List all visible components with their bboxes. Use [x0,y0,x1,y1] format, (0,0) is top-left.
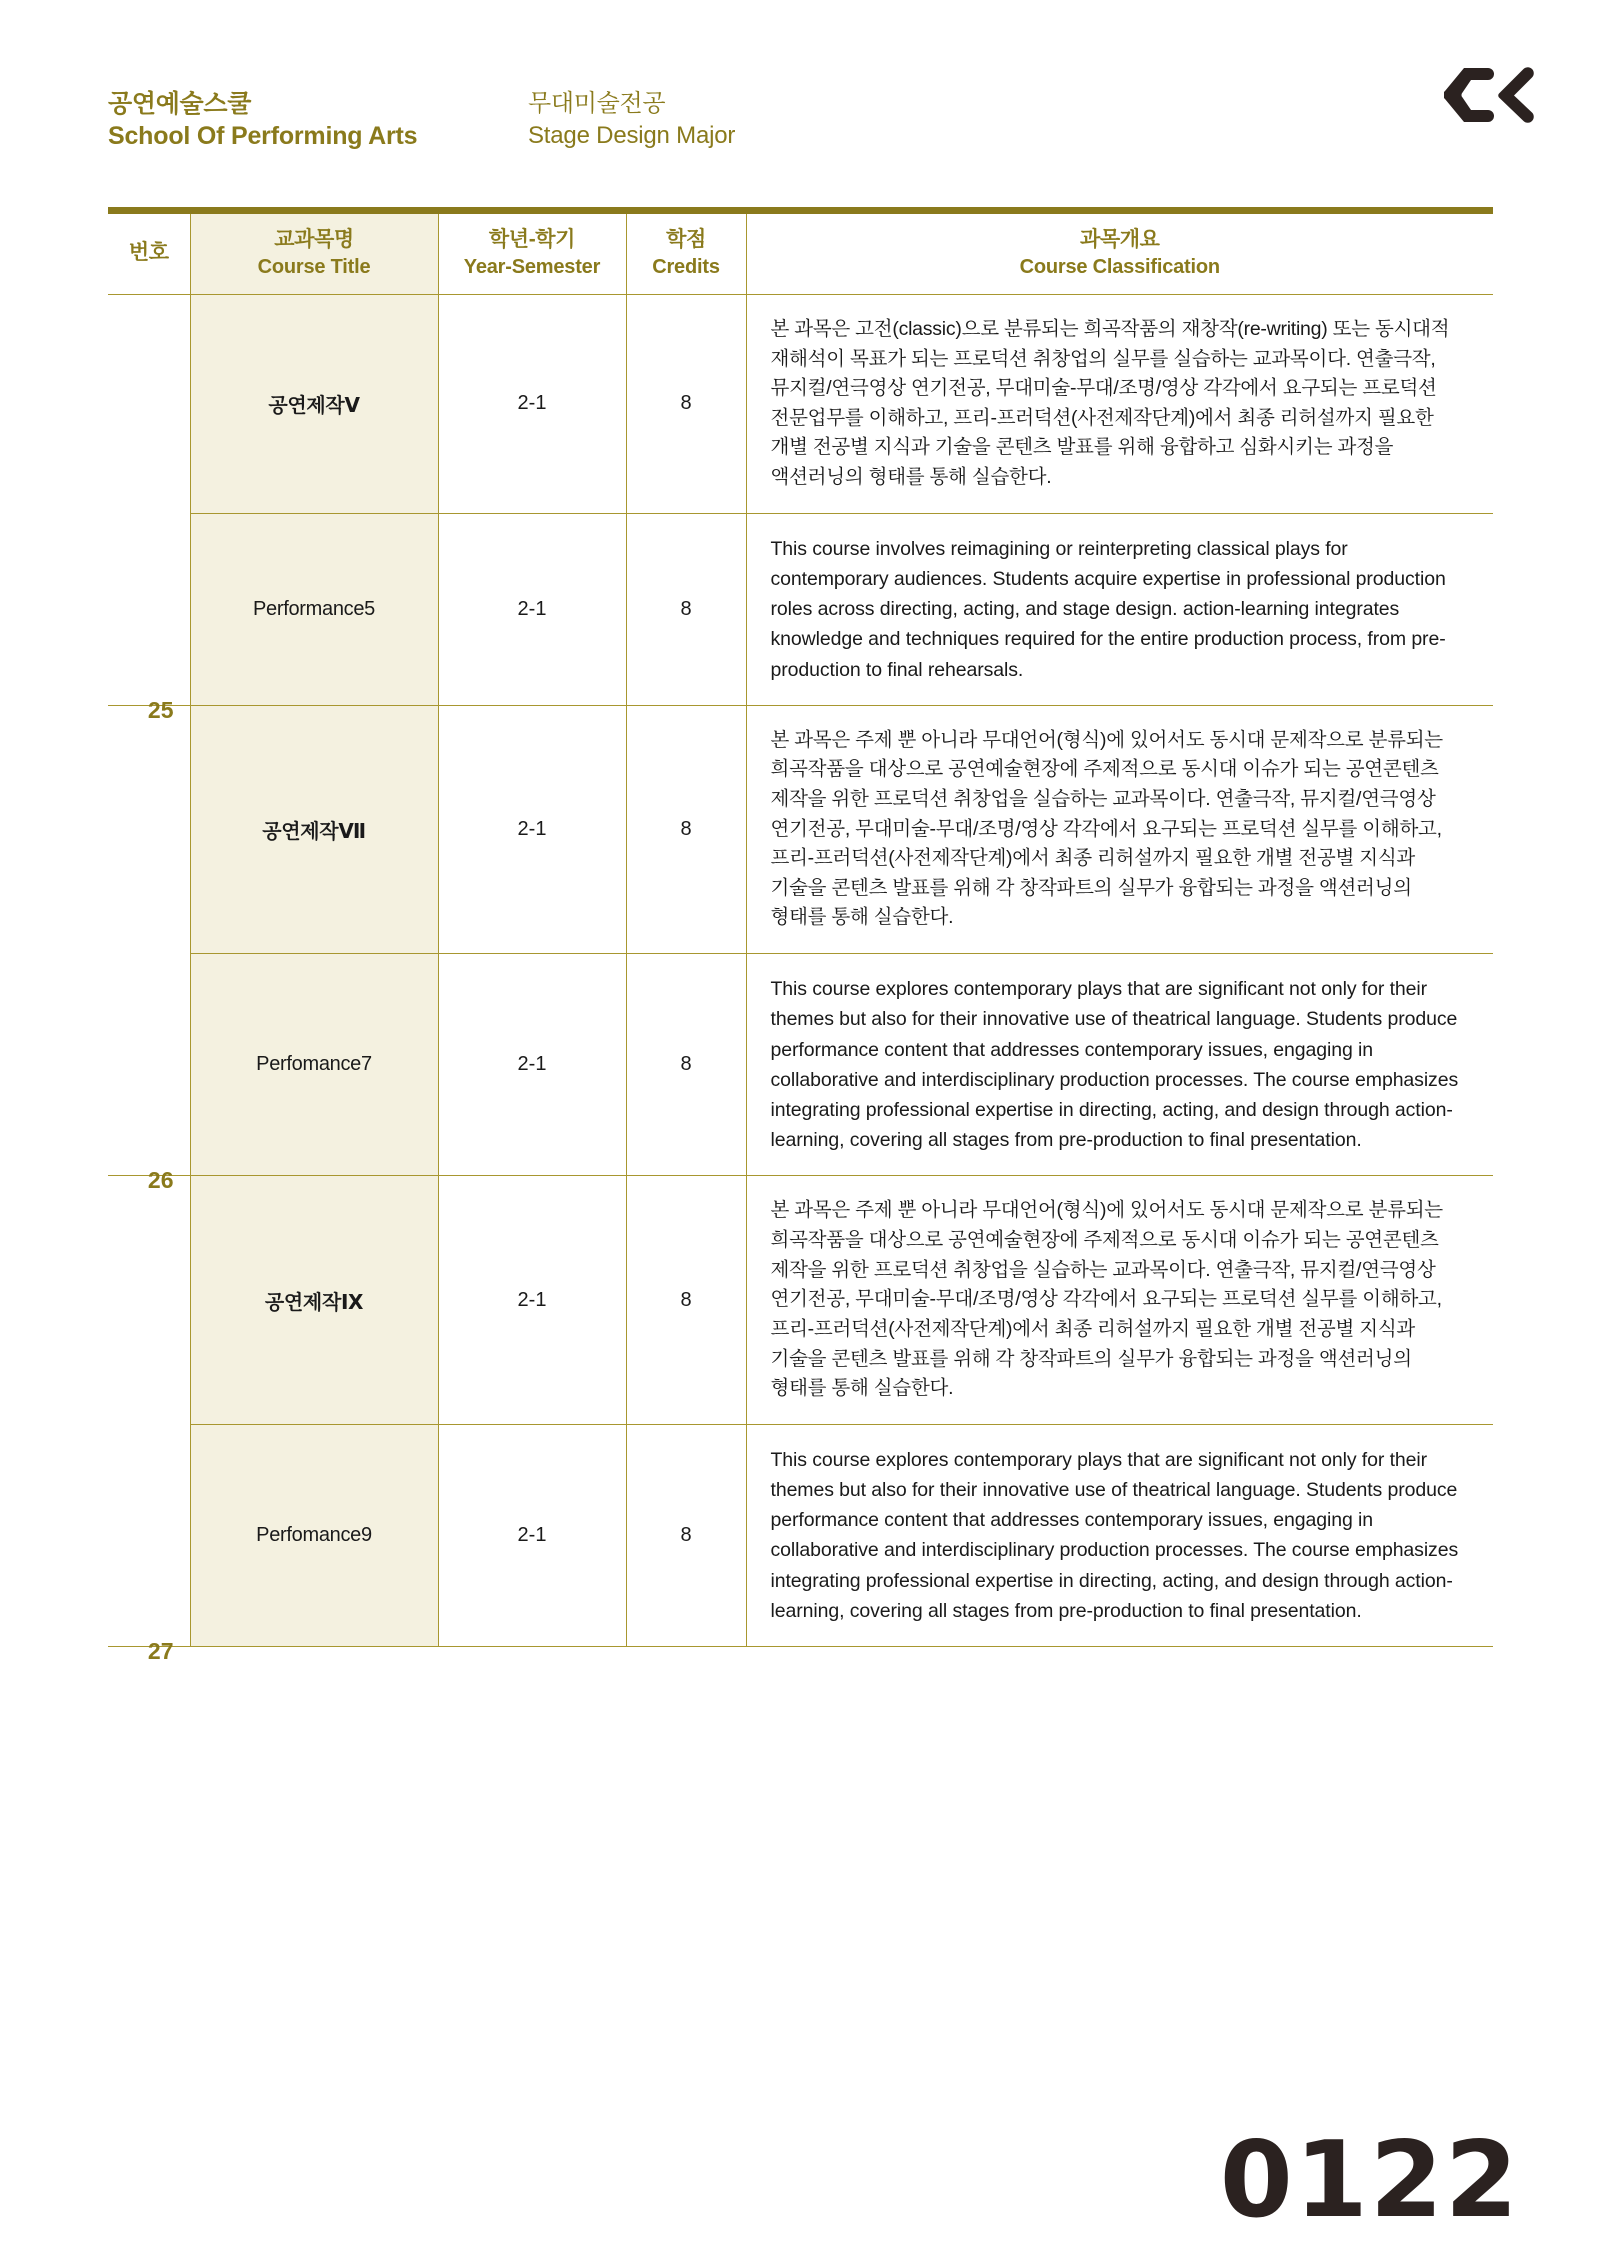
column-header-credits-en: Credits [652,255,720,278]
column-header-number-ko: 번호 [128,241,169,264]
row-number: 25 [147,696,174,723]
course-title-english: Perfomance7 [190,954,438,1176]
course-title-english: Performance5 [190,513,438,705]
row-number: 26 [147,1167,174,1194]
course-title-english: Perfomance9 [190,1424,438,1646]
year-semester-korean: 2-1 [438,705,626,953]
column-header-course-title-ko: 교과목명 [274,228,354,251]
column-header-year-semester [438,211,626,295]
course-description-korean: 본 과목은 고전(classic)으로 분류되는 희곡작품의 재창작(re-writing) 또는 동시대적 재해석이 목표가 되는 프로덕션 취창업의 실무를 실습하는 교과목이다. 연출극작, 뮤지컬/연극영상 연기전공, 무대미술-무대/조명/영상 각각에서 요구되는 프로덕션 전문업무를 이해하고, 프리-프러덕션(사전제작단계)에서 최종 리허설까지 필요한 개별 전공별 지식과 기술을 콘텐츠 발표를 위해 융합하고 심화시키는 과정을 액션러닝의 형태를 통해 실습한다. [746,294,1493,513]
year-semester-english: 2-1 [438,954,626,1176]
row-number: 27 [147,1638,174,1665]
table-row [108,294,1493,513]
course-title-korean: 공연제작Ⅶ [190,705,438,953]
table-body [108,294,1493,1665]
row-number-cell [108,1176,190,1665]
column-header-number [108,211,190,295]
major-name-block [528,88,958,151]
credits-korean: 8 [626,294,746,513]
column-header-classification-en: Course Classification [1019,255,1220,278]
course-description-english: This course explores contemporary plays that are significant not only for their themes but also for their innovative use of theatrical language. Students produce performance content that addresses contemporary issues, engaging in collaborative and interdisciplinary production processes. The course emphasizes integrating professional expertise in directing, acting, and design through action-learning, covering all stages from pre-production to final presentation. [746,1424,1493,1646]
row-number-cell [108,294,190,723]
course-description-korean: 본 과목은 주제 뿐 아니라 무대언어(형식)에 있어서도 동시대 문제작으로 분류되는 희곡작품을 대상으로 공연예술현장에 주제적으로 동시대 이슈가 되는 공연콘텐츠 제작을 위한 프로덕션 취창업을 실습하는 교과목이다. 연출극작, 뮤지컬/연극영상 연기전공, 무대미술-무대/조명/영상 각각에서 요구되는 프로덕션 실무를 이해하고, 프리-프러덕션(사전제작단계)에서 최종 리허설까지 필요한 개별 전공별 지식과 기술을 콘텐츠 발표를 위해 각 창작파트의 실무가 융합되는 과정을 액션러닝의 형태를 통해 실습한다. [746,705,1493,953]
course-table [108,207,1493,1665]
table-head [108,211,1493,295]
school-name-block [108,88,508,152]
table-row [108,705,1493,953]
course-description-english: This course explores contemporary plays that are significant not only for their themes but also for their innovative use of theatrical language. Students produce performance content that addresses contemporary issues, engaging in collaborative and interdisciplinary production processes. The course emphasizes integrating professional expertise in directing, acting, and design through action-learning, covering all stages from pre-production to final presentation. [746,954,1493,1176]
column-header-classification-ko: 과목개요 [1079,228,1160,251]
year-semester-english: 2-1 [438,513,626,705]
school-name-korean: 공연예술스쿨 [108,90,252,118]
page-header [108,88,1540,168]
credits-english: 8 [626,954,746,1176]
year-semester-korean: 2-1 [438,1176,626,1424]
major-name-english: Stage Design Major [528,121,736,149]
course-description-korean: 본 과목은 주제 뿐 아니라 무대언어(형식)에 있어서도 동시대 문제작으로 분류되는 희곡작품을 대상으로 공연예술현장에 주제적으로 동시대 이슈가 되는 공연콘텐츠 제작을 위한 프로덕션 취창업을 실습하는 교과목이다. 연출극작, 뮤지컬/연극영상 연기전공, 무대미술-무대/조명/영상 각각에서 요구되는 프로덕션 실무를 이해하고, 프리-프러덕션(사전제작단계)에서 최종 리허설까지 필요한 개별 전공별 지식과 기술을 콘텐츠 발표를 위해 각 창작파트의 실무가 융합되는 과정을 액션러닝의 형태를 통해 실습한다. [746,1176,1493,1424]
ck-logo-icon [1444,64,1540,126]
credits-english: 8 [626,513,746,705]
course-description-english: This course involves reimagining or reinterpreting classical plays for contemporary audiences. Students acquire expertise in professional production roles across directing, acting, and stage design. action-learning integrates knowledge and techniques required for the entire production process, from pre-production to final rehearsals. [746,513,1493,705]
page-number: 0122 [1219,2119,1520,2241]
credits-korean: 8 [626,1176,746,1424]
column-header-credits [626,211,746,295]
column-header-year-semester-ko: 학년-학기 [488,228,576,251]
table-header-row [108,211,1493,295]
table-row [108,1176,1493,1424]
column-header-course-title-en: Course Title [257,255,371,278]
table-row [108,513,1493,705]
column-header-classification [746,211,1493,295]
year-semester-english: 2-1 [438,1424,626,1646]
course-title-korean: 공연제작Ⅸ [190,1176,438,1424]
course-table-wrapper [108,207,1493,1665]
table-row [108,1424,1493,1646]
row-number-cell [108,705,190,1194]
school-name-english: School Of Performing Arts [108,122,418,150]
year-semester-korean: 2-1 [438,294,626,513]
column-header-course-title [190,211,438,295]
column-header-credits-ko: 학점 [666,228,706,251]
credits-korean: 8 [626,705,746,953]
column-header-year-semester-en: Year-Semester [463,255,601,278]
major-name-korean: 무대미술전공 [528,90,666,117]
credits-english: 8 [626,1424,746,1646]
table-row [108,954,1493,1176]
course-title-korean: 공연제작Ⅴ [190,294,438,513]
